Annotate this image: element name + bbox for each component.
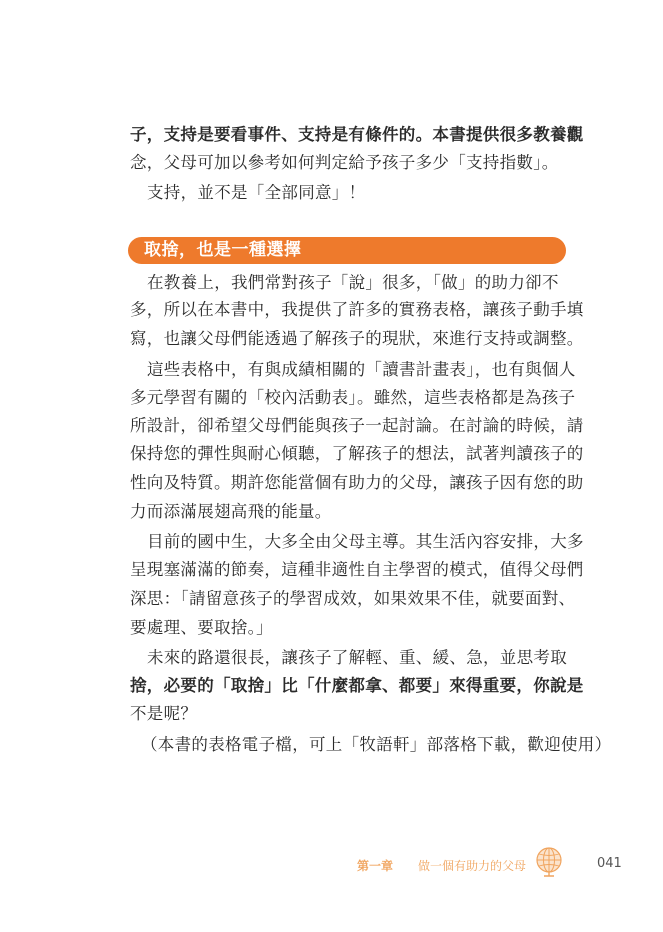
body-line: 要處理、要取捨。」 <box>130 618 273 637</box>
body-line: 呈現塞滿滿的節奏，這種非適性自主學習的模式，值得父母們 <box>130 560 584 579</box>
body-line: 在教養上，我們常對孩子「說」很多，「做」的助力卻不 <box>147 273 559 292</box>
body-line: 多，所以在本書中，我提供了許多的實務表格，讓孩子動手填 <box>130 300 584 319</box>
body-line: 未來的路還很長，讓孩子了解輕、重、緩、急，並思考取 <box>147 648 567 667</box>
body-line: 保持您的彈性與耐心傾聽，了解孩子的想法，試著判讀孩子的 <box>130 444 584 463</box>
footer-title: 做一個有助力的父母 <box>418 859 527 873</box>
section-header <box>128 237 566 264</box>
page-number: 041 <box>597 856 622 871</box>
body-line: 念，父母可加以參考如何判定給予孩子多少「支持指數」。 <box>130 153 559 172</box>
body-line: 這些表格中，有與成績相關的「讀書計畫表」，也有與個人 <box>147 360 576 379</box>
body-line: 所設計，卻希望父母們能與孩子一起討論。在討論的時候，請 <box>130 416 584 435</box>
body-line: 不是呢？ <box>130 704 198 723</box>
body-line: 捨，必要的「取捨」比「什麼都拿、都要」來得重要，你說是 <box>130 676 584 695</box>
body-line: 力而添滿展翅高飛的能量。 <box>130 502 332 521</box>
globe-icon <box>532 845 566 879</box>
body-line: 目前的國中生，大多全由父母主導。其生活內容安排，大多 <box>147 532 584 551</box>
body-line: 子，支持是要看事件、支持是有條件的。本書提供很多教養觀 <box>130 125 584 144</box>
body-line: 深思：「請留意孩子的學習成效，如果效果不佳，就要面對、 <box>130 589 576 608</box>
body-line: 多元學習有關的「校內活動表」。雖然，這些表格都是為孩子 <box>130 388 576 407</box>
body-line: 寫，也讓父母們能透過了解孩子的現狀，來進行支持或調整。 <box>130 329 584 348</box>
body-line: 性向及特質。期許您能當個有助力的父母，讓孩子因有您的助 <box>130 473 584 492</box>
body-line: 支持，並不是「全部同意」！ <box>147 183 366 202</box>
section-title: 取捨，也是一種選擇 <box>144 240 302 260</box>
download-note: （本書的表格電子檔，可上「牧語軒」部落格下載，歡迎使用） <box>141 735 612 754</box>
footer-chapter: 第一章 <box>357 859 394 873</box>
